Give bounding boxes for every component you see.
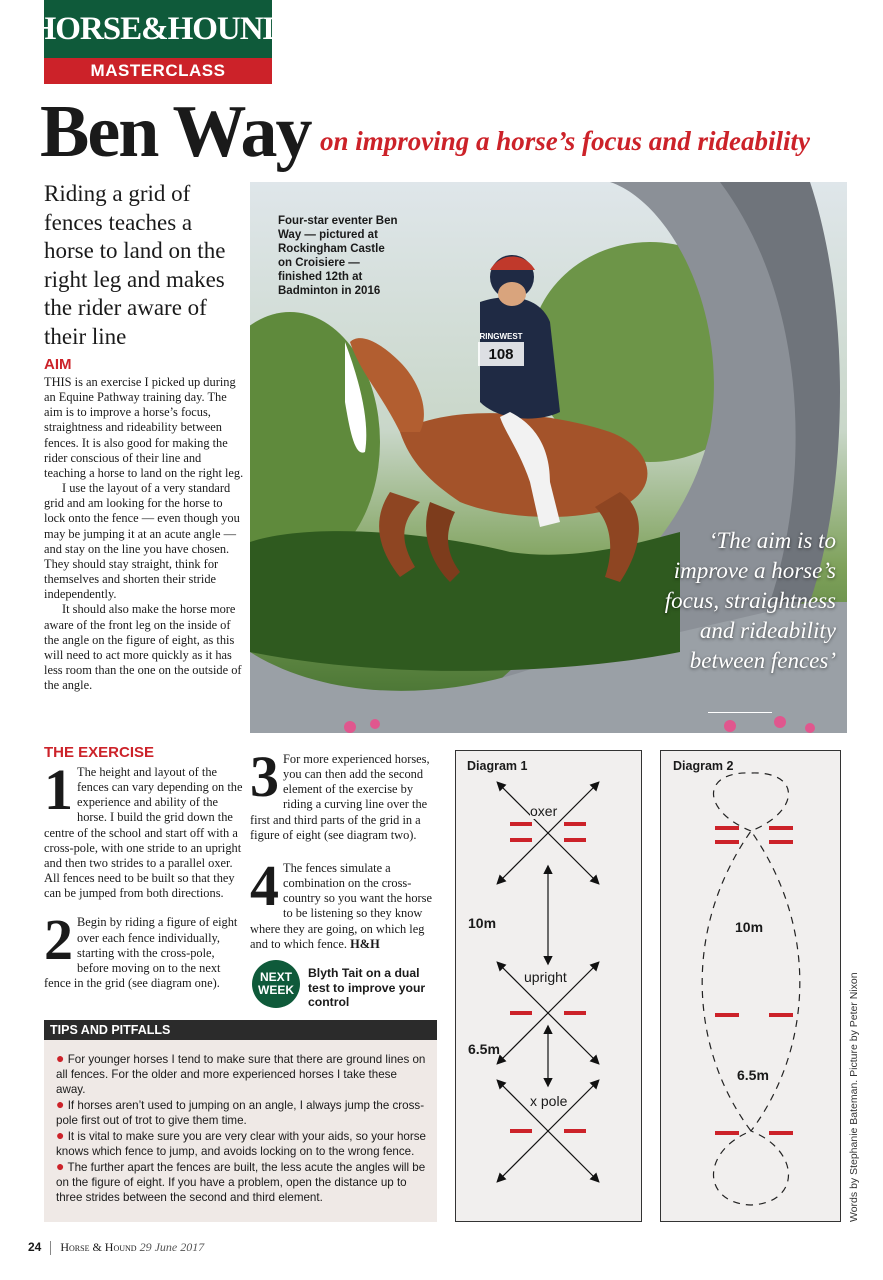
exercise-section: [44, 744, 244, 991]
step-text: The height and layout of the fences can vary depending on the experience and ability of the horse. I build the grid down the centre of the school and start off with a cross-pole, with one stride to an upright and then two strides to a parallel oxer. All fences need to be built so that they can be jumped from both directions.: [44, 765, 243, 901]
bib-sponsor: RINGWEST: [479, 332, 523, 341]
next-week-badge: NEXT WEEK: [252, 960, 300, 1008]
diagram-2-title: Diagram 2: [673, 759, 734, 773]
upright-label: upright: [524, 969, 567, 985]
page-footer: [28, 1240, 204, 1255]
bullet-icon: ●: [56, 1050, 65, 1066]
photo-caption: Four-star eventer Ben Way — pictured at Rockingham Castle on Croisiere — finished 12th at Badminton in 2016: [278, 215, 398, 297]
aim-heading: AIM: [44, 356, 72, 373]
xpole-label: x pole: [530, 1093, 568, 1109]
bib-number: 108: [488, 346, 514, 363]
step-number: 4: [250, 852, 279, 918]
page-number: 24: [28, 1240, 42, 1254]
bullet-icon: ●: [56, 1127, 65, 1143]
exercise-column-2: [250, 744, 438, 952]
exercise-step: [250, 852, 438, 952]
diagram-1-title: Diagram 1: [467, 759, 528, 773]
tip-item: ● The further apart the fences are built, the less acute the angles will be on the figure of eight. If you have a problem, open the distance up to three strides between the second and third element.: [56, 1158, 426, 1204]
tips-heading: TIPS AND PITFALLS: [44, 1020, 437, 1040]
section-label: MASTERCLASS: [44, 58, 272, 84]
distance-6-5m: 6.5m: [468, 1041, 500, 1057]
standfirst: Riding a grid of fences teaches a horse to land on the right leg and makes the rider aware of their line: [44, 181, 226, 349]
step-number: 2: [44, 907, 73, 973]
headline-tagline: on improving a horse’s focus and rideability: [320, 126, 811, 156]
oxer-label: oxer: [530, 803, 558, 819]
aim-paragraph: It should also make the horse more aware of the front leg on the inside of the angle on the figure of eight, as this will need to act more quickly as it has less room than the one on the outside of the angle.: [44, 602, 242, 693]
diagram-1: [455, 750, 642, 1222]
pull-quote-rule: [708, 712, 772, 713]
bullet-icon: ●: [56, 1158, 65, 1174]
diagram-2-drawing: [661, 751, 839, 1220]
magazine-name: Horse & Hound: [60, 1240, 137, 1254]
distance-10m: 10m: [468, 915, 497, 931]
tip-item: ● It is vital to make sure you are very clear with your aids, so your horse knows which fence to jump, and avoids locking on to the wrong fence.: [56, 1127, 426, 1158]
bullet-icon: ●: [56, 1096, 65, 1112]
exercise-step: [44, 757, 244, 901]
diagram-1-drawing: [456, 751, 640, 1220]
exercise-step: [250, 744, 438, 843]
tips-box: [44, 1040, 437, 1222]
aim-paragraph: THIS is an exercise I picked up during an Equine Pathway training day. The aim is to improve a horse’s focus, straightness and rideability between fences. It is also good for making the rider conscious of their line and teaching a horse to land on the right leg.: [44, 375, 244, 480]
exercise-step: [44, 907, 244, 991]
tip-item: ● For younger horses I tend to make sure that there are ground lines on all fences. For the older and more experienced horses I take these away.: [56, 1050, 426, 1096]
tip-item: ● If horses aren’t used to jumping on an angle, I always jump the cross-pole first out of trot to give them time.: [56, 1096, 425, 1127]
exercise-heading: THE EXERCISE: [44, 744, 155, 761]
pull-quote: ‘The aim is to improve a horse’s focus, straightness and rideability between fences’: [664, 528, 836, 673]
next-week-text: Blyth Tait on a dual test to improve your control: [308, 966, 426, 1009]
photo-credit: Words by Stephanie Bateman. Picture by Peter Nixon: [848, 972, 860, 1222]
step-text: Begin by riding a figure of eight over each fence individually, starting with the cross-pole, before moving on to the next fence in the grid (see diagram one).: [44, 915, 238, 991]
step-text: The fences simulate a combination on the cross-country so you want the horse to be listening so they know where they are going, on which leg and to which fence.: [250, 860, 433, 951]
diagram-2: [660, 750, 841, 1222]
sign-off: H&H: [350, 936, 380, 951]
step-text: For more experienced horses, you can then add the second element of the exercise by riding a curving line over the first and third parts of the grid in a figure of eight (see diagram two).: [250, 752, 430, 842]
issue-date: 29 June 2017: [139, 1240, 205, 1254]
headline-name: Ben Way: [40, 91, 311, 173]
step-number: 1: [44, 757, 73, 822]
aim-paragraph: I use the layout of a very standard grid and am looking for the horse to lock onto the fence — even though you may be jumping it at an acute angle — and stay on the line you have chosen. They should stay straight, think for themselves and shorten their stride independently.: [44, 481, 240, 602]
step-number: 3: [250, 744, 279, 809]
aim-section: [44, 356, 244, 693]
masthead-logo: HORSE&HOUND: [44, 0, 272, 58]
distance-6-5m: 6.5m: [737, 1067, 769, 1083]
distance-10m: 10m: [735, 919, 764, 935]
